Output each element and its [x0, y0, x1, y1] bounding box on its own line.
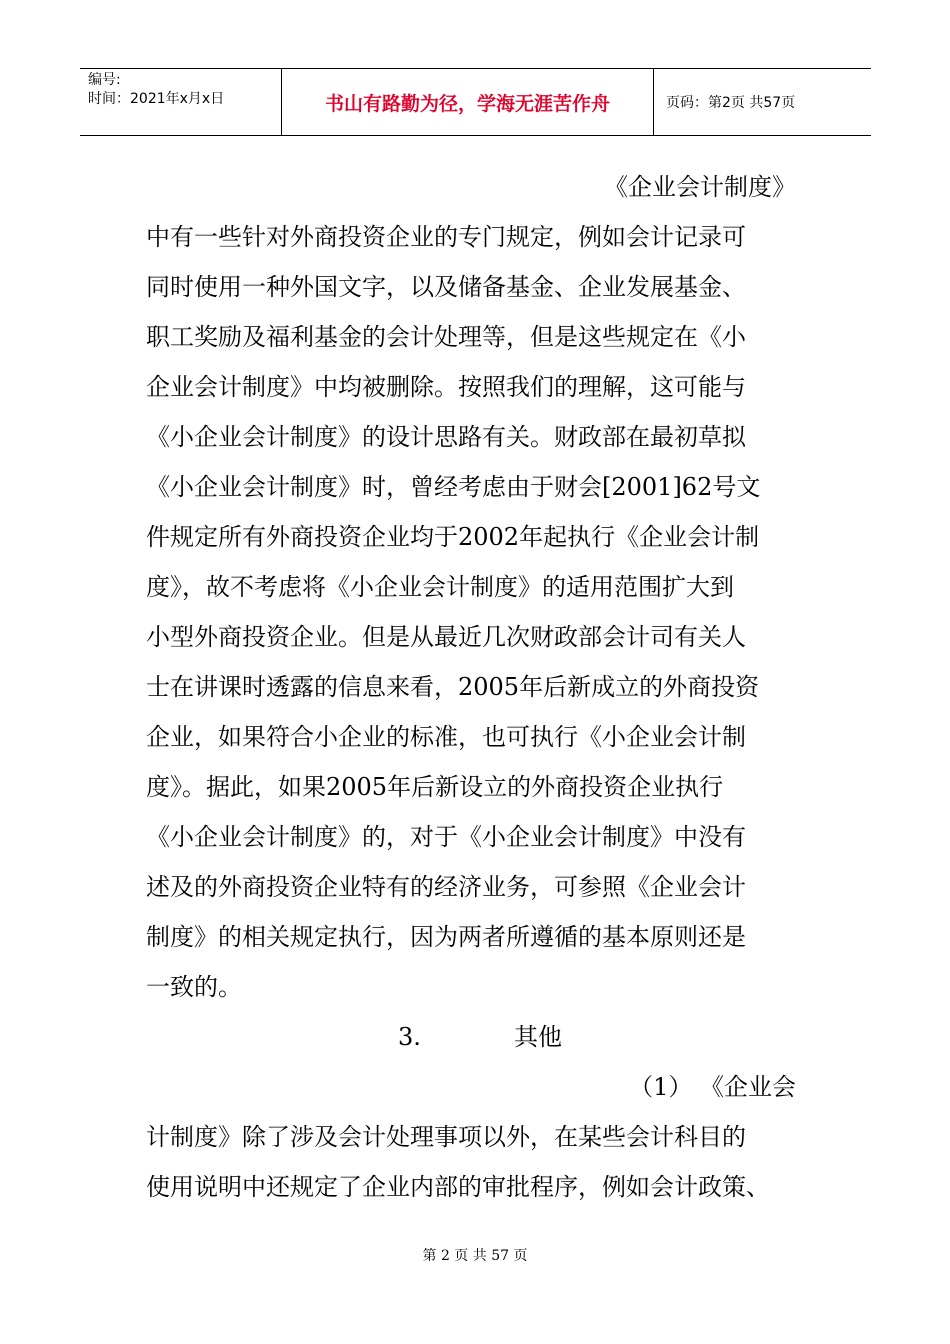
header-motto: 书山有路勤为径，学海无涯苦作舟	[282, 69, 654, 135]
body-line: 士在讲课时透露的信息来看，2005年后新成立的外商投资	[146, 673, 760, 701]
header-meta	[80, 69, 282, 135]
document-header	[80, 68, 871, 136]
body-line: 中有一些针对外商投资企业的专门规定，例如会计记录可	[146, 223, 746, 251]
body-line: 《小企业会计制度》的，对于《小企业会计制度》中没有	[146, 823, 746, 851]
header-page-info: 页码：第2页 共57页	[666, 95, 796, 111]
body-line: （1） 《企业会	[629, 1073, 796, 1101]
page-footer: 第 2 页 共 57 页	[422, 1248, 528, 1264]
number-label: 编号:	[88, 72, 121, 88]
body-line: 度》。据此，如果2005年后新设立的外商投资企业执行	[146, 773, 724, 801]
section-number: 3.	[398, 1023, 421, 1051]
time-label: 时间：2021年x月x日	[88, 91, 225, 107]
body-line: 述及的外商投资企业特有的经济业务，可参照《企业会计	[146, 873, 746, 901]
body-line: 《小企业会计制度》的设计思路有关。财政部在最初草拟	[146, 423, 746, 451]
body-line: 一致的。	[146, 973, 242, 1001]
section-heading	[146, 1012, 796, 1062]
body-line: 同时使用一种外国文字，以及储备基金、企业发展基金、	[146, 273, 746, 301]
body-line: 计制度》除了涉及会计处理事项以外，在某些会计科目的	[146, 1123, 746, 1151]
body-line: 职工奖励及福利基金的会计处理等，但是这些规定在《小	[146, 323, 746, 351]
body-line: 度》，故不考虑将《小企业会计制度》的适用范围扩大到	[146, 573, 734, 601]
body-line: 制度》的相关规定执行，因为两者所遵循的基本原则还是	[146, 923, 746, 951]
body-line: 《企业会计制度》	[604, 173, 796, 201]
section-title: 其他	[514, 1023, 562, 1051]
body-line: 企业，如果符合小企业的标准，也可执行《小企业会计制	[146, 723, 746, 751]
document-body	[146, 162, 796, 1212]
body-line: 企业会计制度》中均被删除。按照我们的理解，这可能与	[146, 373, 746, 401]
body-line: 小型外商投资企业。但是从最近几次财政部会计司有关人	[146, 623, 746, 651]
body-line: 《小企业会计制度》时，曾经考虑由于财会[2001]62号文	[146, 473, 761, 501]
body-line: 件规定所有外商投资企业均于2002年起执行《企业会计制	[146, 523, 760, 551]
body-line: 使用说明中还规定了企业内部的审批程序，例如会计政策、	[146, 1173, 770, 1201]
